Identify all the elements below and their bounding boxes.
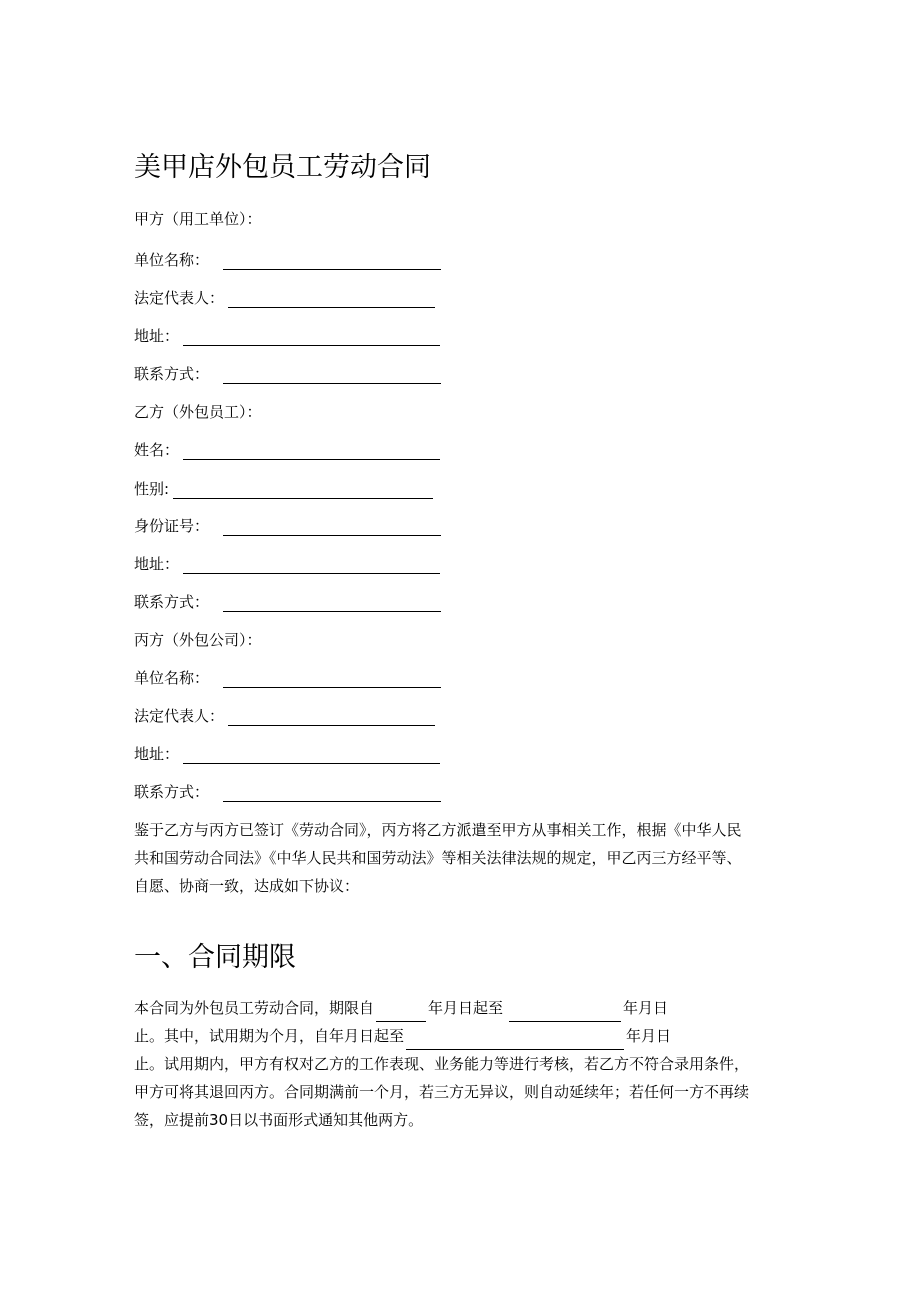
- party-b-id-field: [134, 516, 441, 536]
- party-b-name-blank[interactable]: [183, 443, 440, 460]
- party-a-heading-text: 甲方（用工单位）：: [134, 210, 262, 228]
- term-text: 止。其中，试用期为个月，自年月日起至: [134, 1027, 405, 1045]
- party-c-unit-name-label: 单位名称：: [134, 669, 210, 687]
- end-year-blank[interactable]: [509, 1003, 621, 1022]
- party-c-unit-name-field: [134, 668, 441, 688]
- preamble-line: 自愿、协商一致，达成如下协议：: [134, 877, 360, 895]
- term-line: 签，应提前30日以书面形式通知其他两方。: [134, 1111, 424, 1129]
- party-a-address-field: [134, 326, 440, 346]
- party-c-heading: [134, 630, 262, 650]
- party-b-contact-label: 联系方式：: [134, 593, 210, 611]
- preamble-paragraph: [134, 816, 794, 900]
- probation-end-blank[interactable]: [406, 1031, 624, 1050]
- party-c-heading-text: 丙方（外包公司）：: [134, 631, 262, 649]
- party-c-address-field: [134, 744, 440, 764]
- term-text: 年月日: [626, 1027, 672, 1045]
- party-b-name-label: 姓名：: [134, 441, 180, 459]
- party-b-heading: [134, 402, 262, 422]
- party-b-contact-field: [134, 592, 441, 612]
- preamble-line: 共和国劳动合同法》《中华人民共和国劳动法》等相关法律法规的规定，甲乙丙三方经平等、: [134, 849, 742, 867]
- party-c-address-blank[interactable]: [183, 747, 440, 764]
- party-b-heading-text: 乙方（外包员工）：: [134, 403, 262, 421]
- term-text: 年月日起至: [428, 999, 504, 1017]
- section-heading: 一、合同期限: [134, 942, 296, 973]
- party-a-unit-name-blank[interactable]: [223, 253, 441, 270]
- party-a-address-label: 地址：: [134, 327, 180, 345]
- party-b-gender-field: [134, 479, 433, 499]
- party-c-legal-rep-label: 法定代表人：: [134, 707, 225, 725]
- preamble-line: 鉴于乙方与丙方已签订《劳动合同》，丙方将乙方派遣至甲方从事相关工作，根据《中华人民: [134, 821, 742, 839]
- party-b-gender-label: 性别:: [134, 480, 170, 498]
- term-text: 本合同为外包员工劳动合同，期限自: [134, 999, 375, 1017]
- party-c-legal-rep-blank[interactable]: [228, 709, 435, 726]
- party-a-contact-field: [134, 364, 441, 384]
- party-b-contact-blank[interactable]: [223, 595, 441, 612]
- document-title: 美甲店外包员工劳动合同: [134, 152, 431, 183]
- party-b-address-blank[interactable]: [183, 557, 440, 574]
- party-a-address-blank[interactable]: [183, 329, 440, 346]
- term-line: 止。试用期内，甲方有权对乙方的工作表现、业务能力等进行考核，若乙方不符合录用条件，: [134, 1055, 750, 1073]
- party-b-address-label: 地址：: [134, 555, 180, 573]
- term-text: 年月日: [623, 999, 669, 1017]
- party-a-unit-name-field: [134, 250, 441, 270]
- party-b-name-field: [134, 440, 440, 460]
- party-b-id-label: 身份证号：: [134, 517, 210, 535]
- section1-paragraph: [134, 994, 794, 1134]
- party-b-address-field: [134, 554, 440, 574]
- party-c-contact-blank[interactable]: [223, 785, 441, 802]
- party-c-address-label: 地址：: [134, 745, 180, 763]
- party-a-contact-label: 联系方式：: [134, 365, 210, 383]
- party-a-unit-name-label: 单位名称：: [134, 251, 210, 269]
- party-a-legal-rep-blank[interactable]: [228, 291, 435, 308]
- party-c-contact-field: [134, 782, 441, 802]
- party-a-contact-blank[interactable]: [223, 367, 441, 384]
- party-a-legal-rep-label: 法定代表人：: [134, 289, 225, 307]
- start-year-blank[interactable]: [376, 1003, 426, 1022]
- party-c-unit-name-blank[interactable]: [223, 671, 441, 688]
- term-line-1: [134, 994, 794, 1022]
- party-b-gender-blank[interactable]: [173, 482, 433, 499]
- party-a-heading: [134, 209, 262, 229]
- party-b-id-blank[interactable]: [223, 519, 441, 536]
- party-c-legal-rep-field: [134, 706, 435, 726]
- term-line: 甲方可将其退回丙方。合同期满前一个月，若三方无异议，则自动延续年；若任何一方不再续: [134, 1083, 750, 1101]
- party-c-contact-label: 联系方式：: [134, 783, 210, 801]
- party-a-legal-rep-field: [134, 288, 435, 308]
- term-line-2: [134, 1022, 794, 1050]
